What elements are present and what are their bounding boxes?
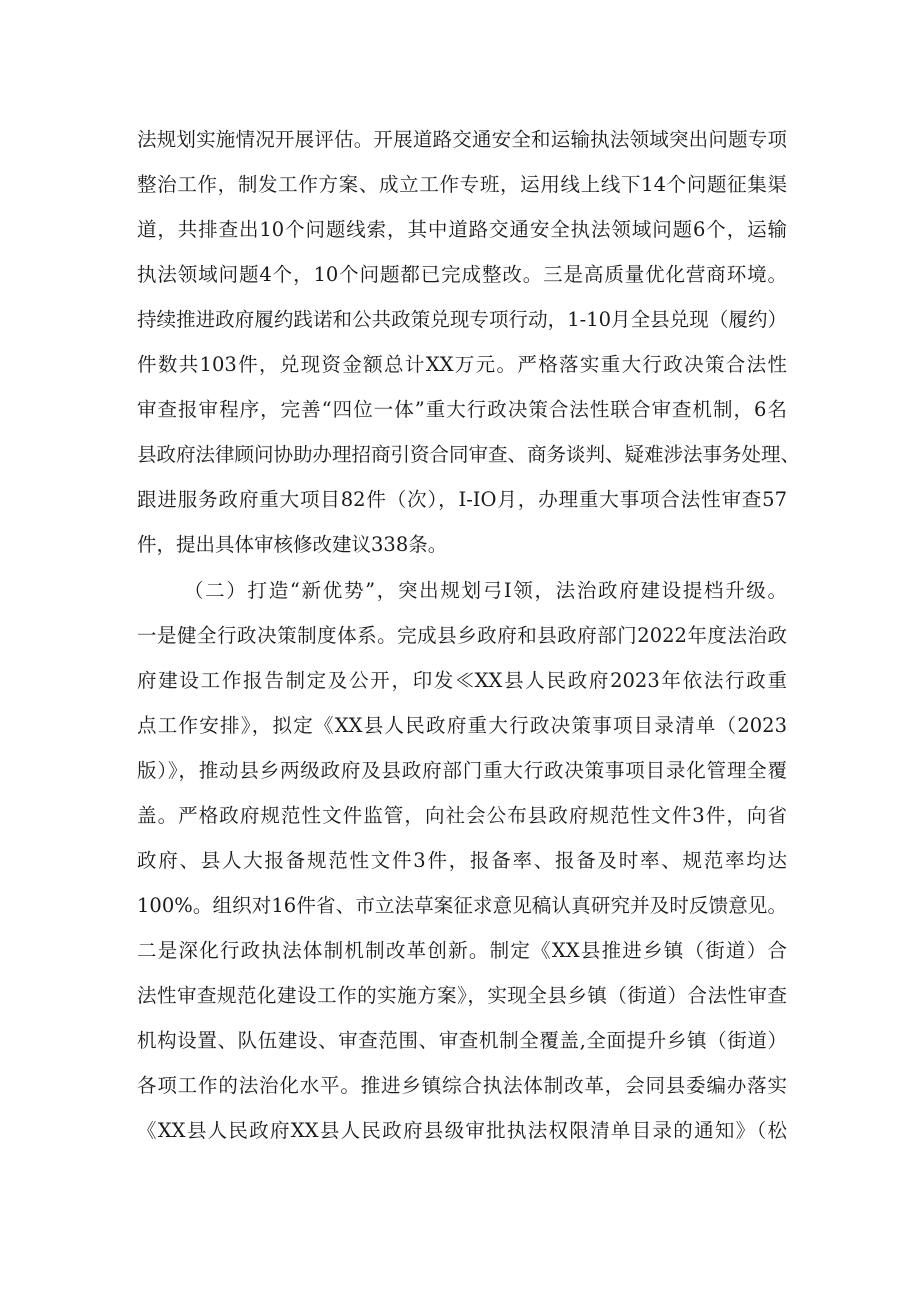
section-heading: （二）打造“新优势”，突出规划弓I领，法治政府建设提档升级。 — [184, 579, 787, 602]
text-line: 政府、县人大报备规范性文件3件，报备率、报备及时率、规范率均达 — [137, 849, 787, 872]
text-line: 二是深化行政执法体制机制改革创新。制定《XX县推进乡镇（街道）合 — [137, 939, 787, 962]
text-line: 府建设工作报告制定及公开，印发≪XX县人民政府2023年依法行政重 — [137, 669, 787, 692]
text-line: 件，提出具体审核修改建议338条。 — [137, 533, 448, 556]
text-line: 执法领域问题4个，10个问题都已完成整改。三是高质量优化营商环境。 — [137, 263, 787, 286]
text-line: 版）》，推动县乡两级政府及县政府部门重大行政决策事项目录化管理全覆 — [137, 759, 787, 782]
text-line: 点工作安排》，拟定《XX县人民政府重大行政决策事项目录清单（2023 — [137, 714, 787, 737]
text-line: 法性审查规范化建设工作的实施方案》，实现全县乡镇（街道）合法性审查 — [137, 984, 787, 1007]
text-line: 盖。严格政府规范性文件监管，向社会公布县政府规范性文件3件，向省 — [137, 804, 787, 827]
text-line: 法规划实施情况开展评估。开展道路交通安全和运输执法领域突出问题专项 — [137, 128, 787, 151]
text-line: 审查报审程序，完善“四位一体”重大行政决策合法性联合审查机制，6名 — [137, 398, 787, 421]
text-line: 道，共排查出10个问题线索，其中道路交通安全执法领域问题6个，运输 — [137, 218, 787, 241]
text-line: 县政府法律顾问协助办理招商引资合同审查、商务谈判、疑难涉法事务处理、 — [137, 443, 801, 466]
text-line: 持续推进政府履约践诺和公共政策兑现专项行动，1-10月全县兑现（履约） — [137, 308, 787, 331]
text-line: 跟进服务政府重大项目82件（次），I-IO月，办理重大事项合法性审查57 — [137, 488, 787, 511]
text-line: 《XX县人民政府XX县人民政府县级审批执法权限清单目录的通知》（松 — [137, 1119, 787, 1142]
text-line: 一是健全行政决策制度体系。完成县乡政府和县政府部门2022年度法治政 — [137, 624, 787, 647]
text-line: 100%。组织对16件省、市立法草案征求意见稿认真研究并及时反馈意见。 — [137, 894, 787, 917]
text-line: 整治工作，制发工作方案、成立工作专班，运用线上线下14个问题征集渠 — [137, 173, 787, 196]
text-line: 件数共103件，兑现资金额总计XX万元。严格落实重大行政决策合法性 — [137, 353, 787, 376]
text-line: 机构设置、队伍建设、审查范围、审查机制全覆盖,全面提升乡镇（街道） — [137, 1029, 787, 1052]
text-line: 各项工作的法治化水平。推进乡镇综合执法体制改革，会同县委编办落实 — [137, 1074, 787, 1097]
